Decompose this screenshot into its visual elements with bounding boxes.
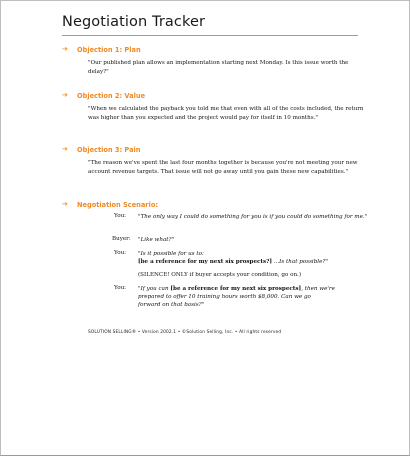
dialogue-line: prepared to offer 10 training hours worth $8,000. Can we go	[138, 294, 311, 300]
objection-1-heading: Objection 1: Plan	[77, 46, 141, 54]
objection-2-text: "When we calculated the payback you told me that even with all of the costs included, the return was higher than you expected and the project would pay for itself in 10 months."	[88, 106, 364, 121]
condition-text: [be a reference for my next six prospects?]	[138, 259, 273, 265]
dialogue-line-2	[138, 258, 328, 267]
arrow-icon: ➔	[62, 200, 68, 208]
speaker-buyer: Buyer:	[112, 236, 131, 242]
objection-1-text: "Our published plan allows an implementation starting next Monday. Is this issue worth the delay?"	[88, 60, 349, 75]
speaker-you: You:	[114, 285, 127, 291]
arrow-icon: ➔	[62, 145, 68, 153]
objection-3-heading: Objection 3: Pain	[77, 146, 141, 154]
dialogue-line: "Is it possible for us to:	[138, 251, 204, 257]
speaker-you: You:	[114, 213, 127, 219]
dialogue-pre: "If you can	[138, 286, 171, 292]
objection-3-text: "The reason we've spent the last four months together is because you're not meeting your new account revenue targets. That issue will not go away until you gain these new capabilities."	[88, 160, 358, 175]
page-footer: SOLUTION SELLING® • Version 2002.1 • ©Solution Selling, Inc. • All rights reserved	[88, 330, 282, 335]
scenario-heading: Negotiation Scenario:	[77, 201, 158, 209]
dialogue-tail: ...Is that possible?"	[272, 259, 328, 265]
condition-text: [be a reference for my next six prospects]	[170, 286, 302, 292]
dialogue-line: "Like what?"	[138, 237, 175, 243]
title-rule	[62, 35, 358, 36]
dialogue-line: "The only way I could do something for you is if you could do something for me."	[138, 214, 368, 220]
dialogue-post: , then we're	[301, 286, 335, 292]
silence-note: (SILENCE! ONLY if buyer accepts your condition, go on.)	[138, 272, 302, 278]
page-title: Negotiation Tracker	[62, 14, 206, 30]
arrow-icon: ➔	[62, 45, 68, 53]
dialogue-line: forward on that basis?"	[138, 302, 205, 308]
objection-2-heading: Objection 2: Value	[77, 92, 146, 100]
arrow-icon: ➔	[62, 91, 68, 99]
speaker-you: You:	[114, 250, 127, 256]
